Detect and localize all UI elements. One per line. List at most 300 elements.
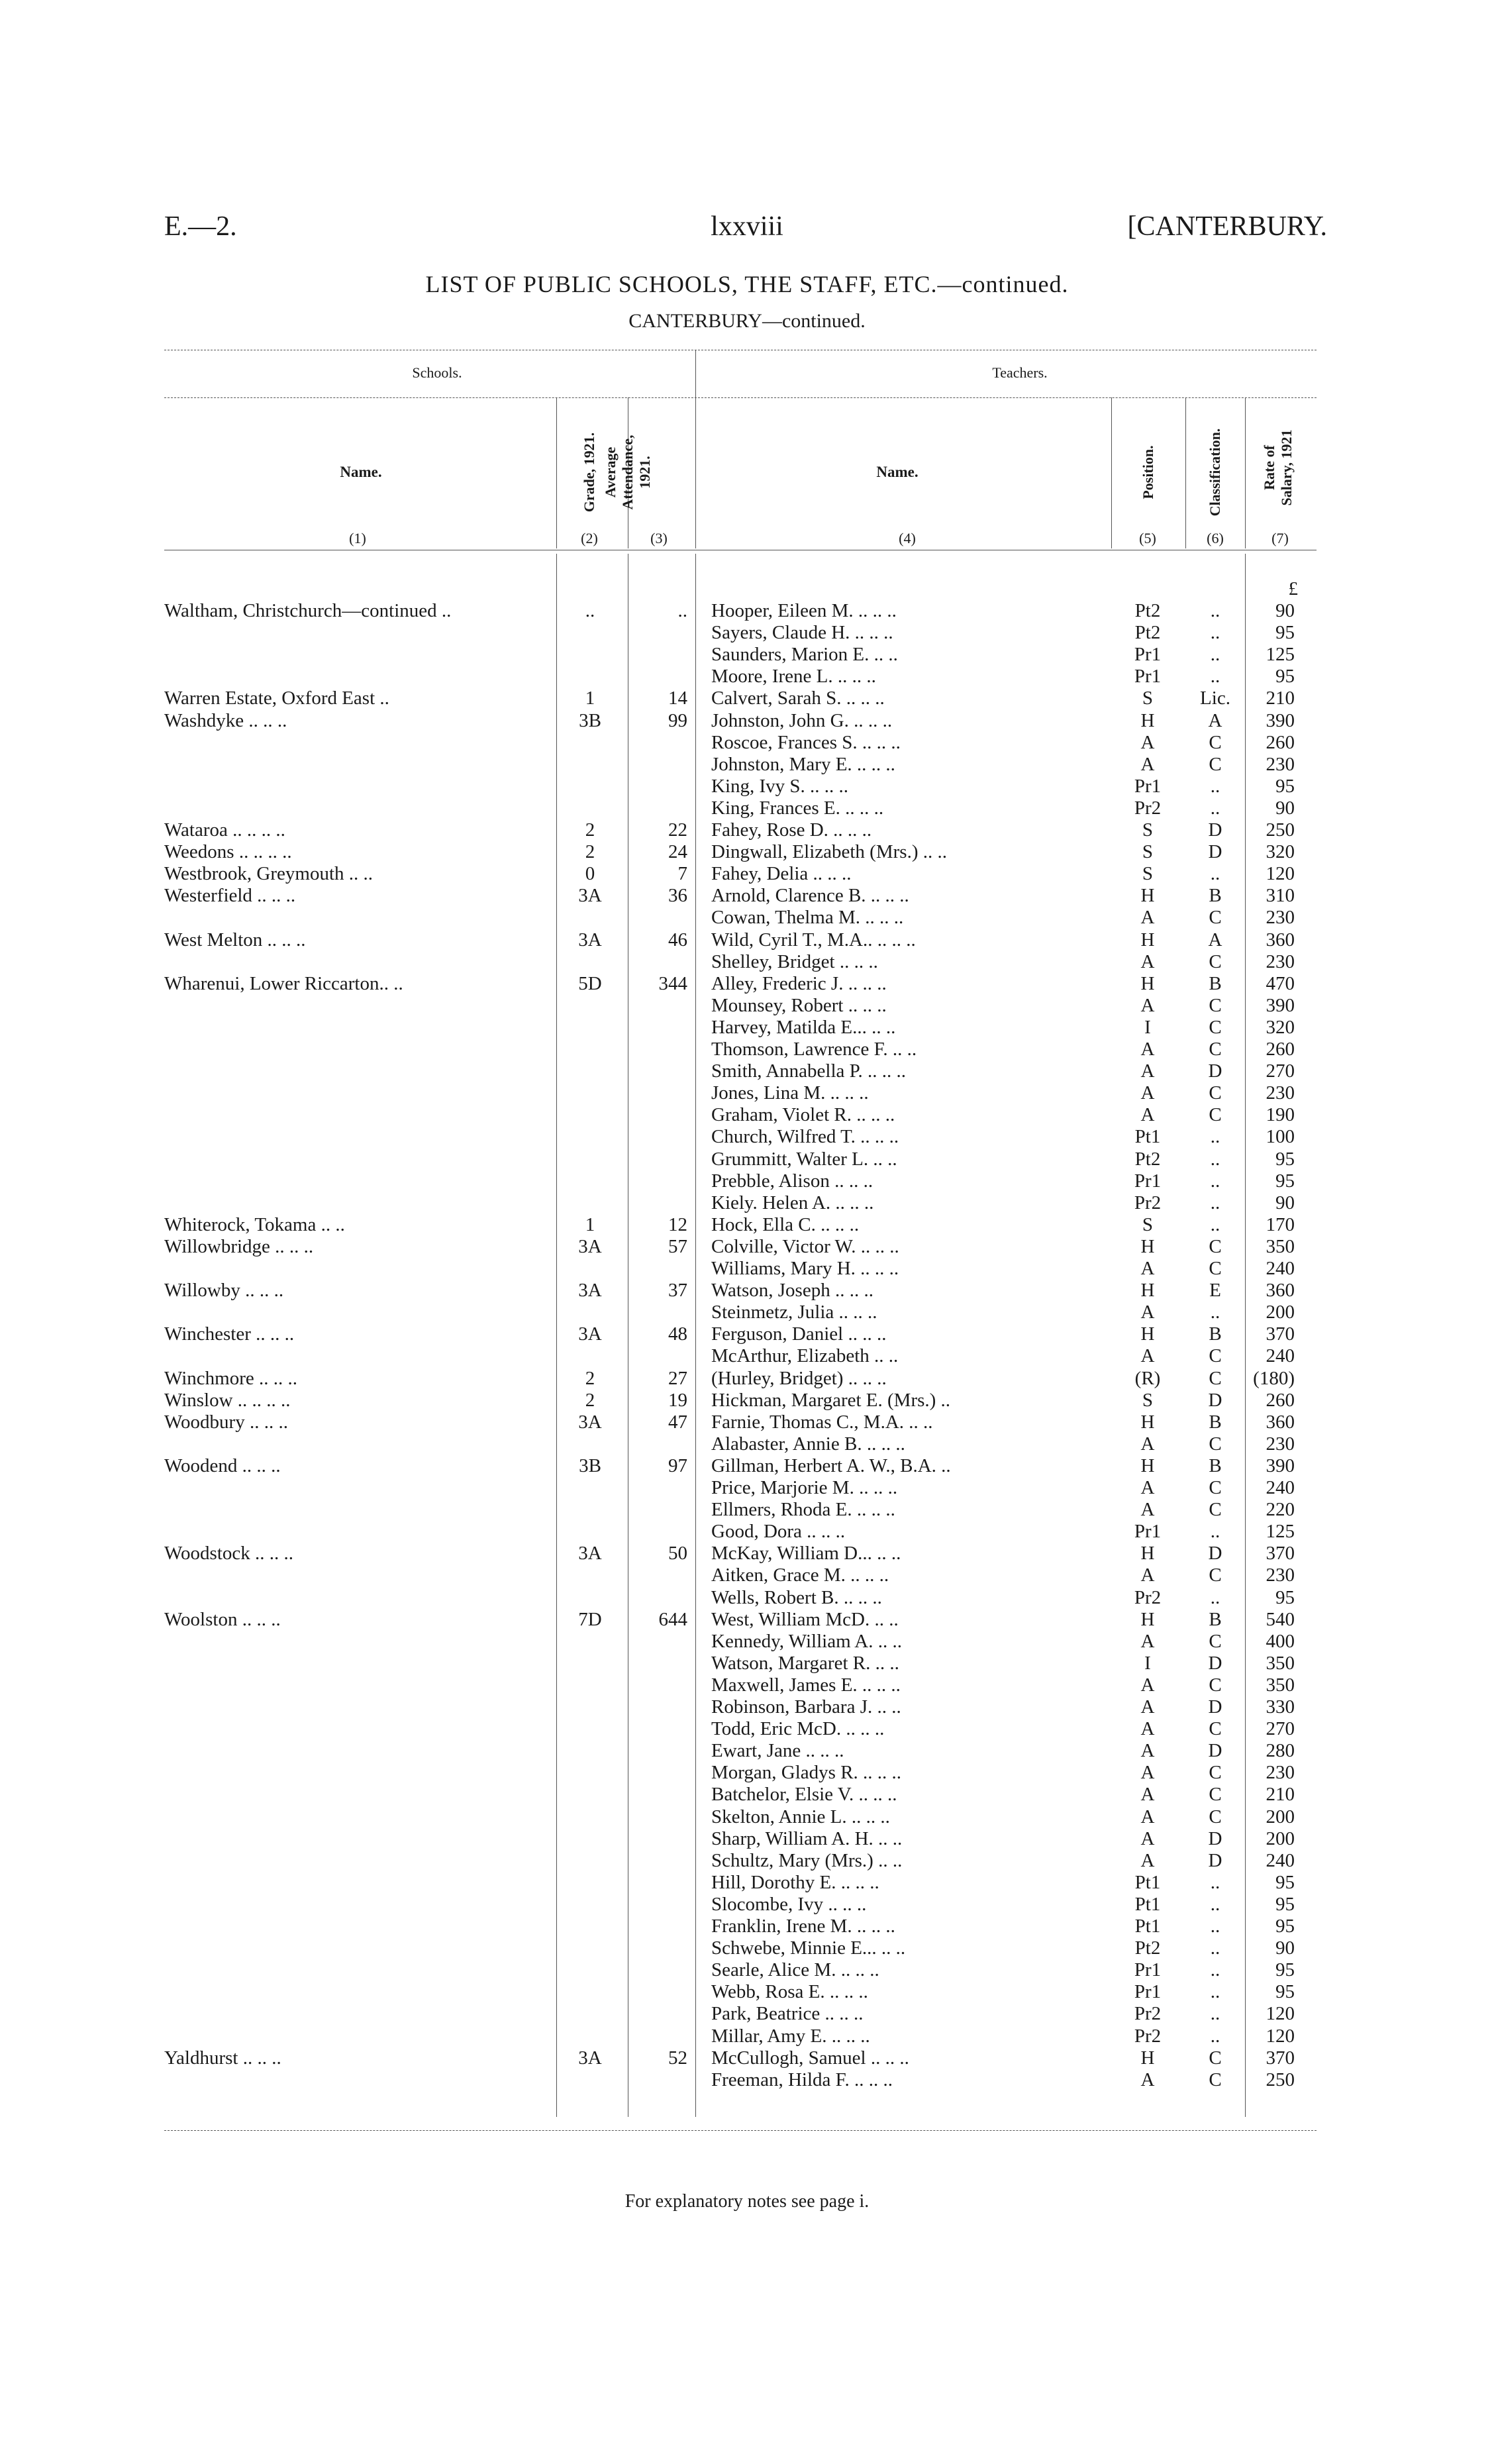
teacher-name-cell: Fahey, Rose D. .. .. .. [711, 819, 872, 841]
classification-cell: .. [1210, 1192, 1220, 1213]
table-row [0, 1784, 1494, 1806]
school-name-cell: Washdyke .. .. .. [164, 709, 287, 731]
attendance-cell: 37 [668, 1280, 687, 1302]
table-row [0, 929, 1494, 951]
table-row [0, 1762, 1494, 1784]
teacher-name-cell: Jones, Lina M. .. .. .. [711, 1082, 869, 1104]
teacher-name-cell: Hock, Ella C. .. .. .. [711, 1213, 860, 1235]
school-name-cell: Woodbury .. .. .. [164, 1411, 288, 1433]
classification-cell: C [1209, 1477, 1222, 1498]
classification-cell: C [1209, 2047, 1222, 2069]
table-row [0, 1039, 1494, 1060]
teacher-name-cell: Hickman, Margaret E. (Mrs.) .. [711, 1389, 951, 1411]
attendance-cell: 12 [668, 1213, 687, 1235]
salary-cell: 390 [1266, 994, 1295, 1016]
position-cell: H [1140, 709, 1155, 731]
salary-cell: 350 [1266, 1652, 1295, 1674]
position-cell: H [1140, 1280, 1155, 1302]
teachers-group-header: Teachers. [992, 364, 1048, 381]
salary-cell: 240 [1266, 1849, 1295, 1871]
salary-cell: 100 [1266, 1126, 1295, 1148]
grade-cell: 3A [578, 1323, 602, 1345]
table-row [0, 1170, 1494, 1192]
salary-cell: 190 [1266, 1104, 1295, 1126]
teacher-name-cell: Robinson, Barbara J. .. .. [711, 1696, 901, 1718]
salary-cell: 95 [1275, 775, 1295, 797]
classification-header: Classification. [1207, 428, 1223, 517]
teacher-name-cell: Gillman, Herbert A. W., B.A. .. [711, 1455, 951, 1476]
table-row [0, 885, 1494, 907]
position-cell: I [1144, 1016, 1151, 1038]
classification-cell: .. [1210, 1893, 1220, 1915]
school-name-cell: Warren Estate, Oxford East .. [164, 688, 389, 709]
table-row [0, 1740, 1494, 1762]
teacher-name-cell: Kennedy, William A. .. .. [711, 1630, 902, 1652]
teacher-name-cell: Watson, Joseph .. .. .. [711, 1280, 873, 1302]
school-name-cell: Whiterock, Tokama .. .. [164, 1213, 345, 1235]
position-cell: S [1142, 841, 1154, 863]
school-name-cell: Weedons .. .. .. .. [164, 841, 292, 863]
classification-cell: .. [1210, 1521, 1220, 1543]
classification-cell: C [1209, 950, 1222, 972]
position-cell: A [1140, 1104, 1155, 1126]
position-cell: Pr2 [1134, 2003, 1162, 2025]
grade-cell: 3A [578, 1411, 602, 1433]
table-row [0, 2047, 1494, 2069]
teacher-name-cell: West, William McD. .. .. [711, 1608, 899, 1630]
grade-cell: 3A [578, 2047, 602, 2069]
position-cell: A [1140, 1433, 1155, 1455]
table-row [0, 1674, 1494, 1696]
teacher-name-cell: Aitken, Grace M. .. .. .. [711, 1565, 889, 1586]
salary-cell: 370 [1266, 1323, 1295, 1345]
attendance-cell: .. [677, 600, 687, 621]
table-row [0, 1565, 1494, 1586]
table-row [0, 1368, 1494, 1390]
salary-cell: 260 [1266, 1389, 1295, 1411]
classification-cell: C [1209, 1784, 1222, 1806]
teacher-name-cell: Webb, Rosa E. .. .. .. [711, 1981, 868, 2003]
salary-cell: 360 [1266, 929, 1295, 950]
table-row [0, 1850, 1494, 1872]
school-name-cell: Woodend .. .. .. [164, 1455, 281, 1476]
teacher-name-cell: Prebble, Alison .. .. .. [711, 1170, 873, 1192]
teacher-name-cell: Park, Beatrice .. .. .. [711, 2003, 864, 2025]
classification-cell: C [1209, 1235, 1222, 1257]
school-name-cell: Willowby .. .. .. [164, 1280, 284, 1302]
table-row [0, 1455, 1494, 1477]
attendance-header: Average Attendance, 1921. [602, 435, 653, 510]
position-cell: S [1142, 1213, 1154, 1235]
position-cell: A [1140, 1499, 1155, 1521]
position-cell: A [1140, 731, 1155, 753]
position-cell: Pr1 [1134, 1981, 1162, 2003]
classification-cell: B [1209, 885, 1222, 907]
teacher-name-cell: Harvey, Matilda E... .. .. [711, 1016, 896, 1038]
position-cell: A [1140, 1039, 1155, 1060]
grade-cell: 3A [578, 885, 602, 907]
attendance-cell: 27 [668, 1367, 687, 1389]
grade-cell: 2 [585, 819, 595, 841]
classification-cell: D [1208, 1543, 1222, 1565]
classification-cell: A [1208, 929, 1222, 950]
position-cell: S [1142, 1389, 1154, 1411]
teacher-name-cell: Todd, Eric McD. .. .. .. [711, 1718, 885, 1740]
table-row [0, 1345, 1494, 1367]
table-row [0, 1806, 1494, 1828]
grade-cell: .. [585, 600, 595, 621]
teacher-name-cell: Roscoe, Frances S. .. .. .. [711, 731, 901, 753]
salary-cell: 370 [1266, 2047, 1295, 2069]
salary-cell: 390 [1266, 1455, 1295, 1476]
position-cell: A [1140, 2069, 1155, 2090]
attendance-cell: 344 [658, 972, 687, 994]
classification-cell: D [1208, 1652, 1222, 1674]
table-row [0, 819, 1494, 841]
page-number: lxxviii [711, 211, 783, 242]
position-cell: Pr1 [1134, 775, 1162, 797]
position-cell: Pt1 [1134, 1871, 1161, 1893]
table-row [0, 1280, 1494, 1302]
table-row [0, 907, 1494, 929]
table-row [0, 1412, 1494, 1433]
grade-cell: 1 [585, 688, 595, 709]
position-cell: A [1140, 753, 1155, 775]
teacher-name-cell: Skelton, Annie L. .. .. .. [711, 1806, 890, 1827]
classification-cell: .. [1210, 1937, 1220, 1959]
table-row [0, 1258, 1494, 1280]
table-row [0, 1959, 1494, 1981]
table-row [0, 1060, 1494, 1082]
salary-cell: 230 [1266, 950, 1295, 972]
salary-cell: 360 [1266, 1280, 1295, 1302]
position-cell: H [1140, 972, 1155, 994]
attendance-cell: 644 [658, 1608, 687, 1630]
table-row [0, 622, 1494, 644]
table-row [0, 1696, 1494, 1718]
school-name-cell: Winslow .. .. .. .. [164, 1389, 291, 1411]
position-cell: A [1140, 1060, 1155, 1082]
salary-cell: 95 [1275, 1148, 1295, 1170]
teacher-name-cell: Johnston, John G. .. .. .. [711, 709, 893, 731]
table-row [0, 688, 1494, 709]
position-cell: H [1140, 885, 1155, 907]
position-cell: A [1140, 1718, 1155, 1740]
position-cell: Pr2 [1134, 2025, 1162, 2047]
table-row [0, 951, 1494, 973]
attendance-cell: 47 [668, 1411, 687, 1433]
salary-cell: 230 [1266, 1565, 1295, 1586]
attendance-cell: 22 [668, 819, 687, 841]
salary-cell: 95 [1275, 1586, 1295, 1608]
classification-cell: C [1209, 731, 1222, 753]
table-row [0, 2026, 1494, 2047]
teacher-name-cell: Calvert, Sarah S. .. .. .. [711, 688, 885, 709]
school-name-cell: Winchmore .. .. .. [164, 1367, 297, 1389]
teacher-name-cell: Smith, Annabella P. .. .. .. [711, 1060, 907, 1082]
salary-cell: 220 [1266, 1499, 1295, 1521]
teacher-name-cell: Ellmers, Rhoda E. .. .. .. [711, 1499, 895, 1521]
classification-cell: C [1209, 2069, 1222, 2090]
salary-cell: 95 [1275, 1959, 1295, 1981]
classification-cell: C [1209, 1104, 1222, 1126]
table-row [0, 1149, 1494, 1170]
classification-cell: C [1209, 753, 1222, 775]
table-row [0, 1894, 1494, 1916]
classification-cell: C [1209, 1565, 1222, 1586]
teacher-name-cell: Farnie, Thomas C., M.A. .. .. [711, 1411, 933, 1433]
grade-cell: 1 [585, 1213, 595, 1235]
table-row [0, 1017, 1494, 1039]
col-num-6: (6) [1207, 530, 1224, 546]
table-row [0, 2003, 1494, 2025]
teacher-name-cell: Dingwall, Elizabeth (Mrs.) .. .. [711, 841, 947, 863]
teacher-name-cell: Mounsey, Robert .. .. .. [711, 994, 887, 1016]
salary-cell: 95 [1275, 1170, 1295, 1192]
salary-cell: 350 [1266, 1674, 1295, 1696]
teacher-name-cell: Ferguson, Daniel .. .. .. [711, 1323, 887, 1345]
teacher-name-cell: King, Ivy S. .. .. .. [711, 775, 849, 797]
salary-cell: 260 [1266, 1039, 1295, 1060]
teacher-name-cell: Sharp, William A. H. .. .. [711, 1827, 903, 1849]
salary-cell: 240 [1266, 1345, 1295, 1367]
classification-cell: D [1208, 841, 1222, 863]
position-cell: A [1140, 1806, 1155, 1827]
salary-cell: 210 [1266, 1784, 1295, 1806]
teacher-name-header: Name. [876, 464, 919, 480]
teacher-name-cell: McArthur, Elizabeth .. .. [711, 1345, 899, 1367]
salary-cell: 95 [1275, 666, 1295, 688]
position-cell: Pt1 [1134, 1893, 1161, 1915]
position-cell: H [1140, 1411, 1155, 1433]
classification-cell: A [1208, 709, 1222, 731]
classification-cell: .. [1210, 666, 1220, 688]
school-name-cell: West Melton .. .. .. [164, 929, 306, 950]
teacher-name-cell: Slocombe, Ivy .. .. .. [711, 1893, 867, 1915]
classification-cell: C [1209, 1499, 1222, 1521]
classification-cell: .. [1210, 1170, 1220, 1192]
salary-cell: 400 [1266, 1630, 1295, 1652]
grade-cell: 3A [578, 1235, 602, 1257]
table-row [0, 797, 1494, 819]
position-cell: Pr2 [1134, 1192, 1162, 1213]
salary-cell: 95 [1275, 1893, 1295, 1915]
teacher-name-cell: Morgan, Gladys R. .. .. .. [711, 1762, 902, 1784]
table-row [0, 1302, 1494, 1323]
classification-cell: .. [1210, 644, 1220, 666]
teacher-name-cell: Maxwell, James E. .. .. .. [711, 1674, 901, 1696]
teacher-name-cell: McCullogh, Samuel .. .. .. [711, 2047, 909, 2069]
salary-cell: 125 [1266, 1521, 1295, 1543]
classification-cell: D [1208, 1389, 1222, 1411]
teacher-name-cell: Hooper, Eileen M. .. .. .. [711, 600, 897, 621]
teacher-name-cell: (Hurley, Bridget) .. .. .. [711, 1367, 887, 1389]
col-num-2: (2) [581, 530, 598, 546]
salary-cell: 230 [1266, 753, 1295, 775]
position-cell: I [1144, 1652, 1151, 1674]
teacher-name-cell: Schultz, Mary (Mrs.) .. .. [711, 1849, 903, 1871]
teacher-name-cell: Alabaster, Annie B. .. .. .. [711, 1433, 905, 1455]
position-cell: S [1142, 819, 1154, 841]
classification-cell: C [1209, 1039, 1222, 1060]
table-row [0, 1477, 1494, 1499]
table-row [0, 1521, 1494, 1543]
classification-cell: D [1208, 1740, 1222, 1762]
classification-cell: C [1209, 1630, 1222, 1652]
salary-cell: 230 [1266, 1433, 1295, 1455]
salary-cell: 120 [1266, 863, 1295, 885]
page-title: LIST OF PUBLIC SCHOOLS, THE STAFF, ETC.—continued. [425, 271, 1069, 297]
teacher-name-cell: Saunders, Marion E. .. .. [711, 644, 898, 666]
teacher-name-cell: Thomson, Lawrence F. .. .. [711, 1039, 917, 1060]
classification-cell: D [1208, 1849, 1222, 1871]
position-cell: A [1140, 1827, 1155, 1849]
position-cell: A [1140, 1762, 1155, 1784]
school-name-cell: Waltham, Christchurch—continued .. [164, 600, 452, 621]
salary-cell: 120 [1266, 2003, 1295, 2025]
classification-cell: C [1209, 1082, 1222, 1104]
school-name-cell: Woodstock .. .. .. [164, 1543, 294, 1565]
attendance-cell: 48 [668, 1323, 687, 1345]
classification-cell: .. [1210, 1148, 1220, 1170]
position-cell: Pr2 [1134, 797, 1162, 819]
teacher-name-cell: Kiely. Helen A. .. .. .. [711, 1192, 874, 1213]
grade-cell: 3B [579, 709, 601, 731]
grade-header: Grade, 1921. [581, 432, 597, 513]
salary-cell: 90 [1275, 600, 1295, 621]
salary-cell: 230 [1266, 907, 1295, 929]
table-row [0, 1390, 1494, 1412]
salary-cell: 125 [1266, 644, 1295, 666]
salary-cell: 95 [1275, 622, 1295, 644]
teacher-name-cell: Wild, Cyril T., M.A.. .. .. .. [711, 929, 916, 950]
table-row [0, 732, 1494, 754]
salary-cell: 90 [1275, 1937, 1295, 1959]
table-row [0, 776, 1494, 797]
classification-cell: .. [1210, 1959, 1220, 1981]
teacher-name-cell: Steinmetz, Julia .. .. .. [711, 1302, 877, 1323]
position-cell: A [1140, 1082, 1155, 1104]
classification-cell: .. [1210, 2003, 1220, 2025]
position-cell: (R) [1134, 1367, 1161, 1389]
position-cell: H [1140, 1608, 1155, 1630]
teacher-name-cell: King, Frances E. .. .. .. [711, 797, 884, 819]
grade-cell: 3A [578, 929, 602, 950]
position-cell: A [1140, 907, 1155, 929]
grade-cell: 3A [578, 1543, 602, 1565]
classification-cell: B [1209, 1455, 1222, 1476]
classification-cell: C [1209, 1806, 1222, 1827]
position-cell: A [1140, 1696, 1155, 1718]
position-cell: H [1140, 1455, 1155, 1476]
position-cell: A [1140, 1740, 1155, 1762]
table-row [0, 995, 1494, 1017]
classification-cell: C [1209, 1762, 1222, 1784]
teacher-name-cell: Graham, Violet R. .. .. .. [711, 1104, 895, 1126]
table-row [0, 1236, 1494, 1258]
table-row [0, 1543, 1494, 1565]
classification-cell: D [1208, 1060, 1222, 1082]
col-num-5: (5) [1139, 530, 1156, 546]
school-name-cell: Woolston .. .. .. [164, 1608, 281, 1630]
position-cell: Pt2 [1134, 1937, 1161, 1959]
salary-cell: 310 [1266, 885, 1295, 907]
salary-cell: 200 [1266, 1302, 1295, 1323]
col-num-3: (3) [650, 530, 668, 546]
attendance-cell: 97 [668, 1455, 687, 1476]
classification-cell: .. [1210, 1302, 1220, 1323]
table-row [0, 754, 1494, 776]
position-cell: Pt2 [1134, 1148, 1161, 1170]
classification-cell: C [1209, 1718, 1222, 1740]
teacher-name-cell: Wells, Robert B. .. .. .. [711, 1586, 882, 1608]
attendance-cell: 52 [668, 2047, 687, 2069]
footer-note: For explanatory notes see page i. [624, 2191, 870, 2212]
position-cell: A [1140, 1784, 1155, 1806]
table-row [0, 973, 1494, 995]
classification-cell: .. [1210, 775, 1220, 797]
table-row [0, 600, 1494, 622]
school-name-cell: Willowbridge .. .. .. [164, 1235, 314, 1257]
salary-cell: 470 [1266, 972, 1295, 994]
table-row [0, 1082, 1494, 1104]
grade-cell: 2 [585, 1367, 595, 1389]
table-row [0, 1126, 1494, 1148]
salary-cell: 95 [1275, 1981, 1295, 2003]
salary-cell: 230 [1266, 1762, 1295, 1784]
position-cell: H [1140, 1543, 1155, 1565]
salary-cell: 240 [1266, 1258, 1295, 1279]
teacher-name-cell: Alley, Frederic J. .. .. .. [711, 972, 887, 994]
classification-cell: .. [1210, 1586, 1220, 1608]
classification-cell: .. [1210, 600, 1220, 621]
position-cell: Pt2 [1134, 622, 1161, 644]
position-cell: A [1140, 994, 1155, 1016]
table-row [0, 1718, 1494, 1740]
teacher-name-cell: Johnston, Mary E. .. .. .. [711, 753, 895, 775]
salary-cell: 330 [1266, 1696, 1295, 1718]
teacher-name-cell: Good, Dora .. .. .. [711, 1521, 846, 1543]
salary-cell: 90 [1275, 1192, 1295, 1213]
classification-cell: .. [1210, 1871, 1220, 1893]
classification-cell: .. [1210, 863, 1220, 885]
position-cell: H [1140, 2047, 1155, 2069]
classification-cell: .. [1210, 622, 1220, 644]
teacher-name-cell: Price, Marjorie M. .. .. .. [711, 1477, 898, 1498]
table-row [0, 1981, 1494, 2003]
schools-group-header: Schools. [412, 364, 462, 381]
classification-cell: B [1209, 972, 1222, 994]
teacher-name-cell: Hill, Dorothy E. .. .. .. [711, 1871, 879, 1893]
teacher-name-cell: Shelley, Bridget .. .. .. [711, 950, 878, 972]
salary-cell: 200 [1266, 1806, 1295, 1827]
position-header: Position. [1140, 445, 1156, 499]
table-row [0, 1916, 1494, 1937]
salary-cell: 320 [1266, 841, 1295, 863]
position-cell: H [1140, 1235, 1155, 1257]
teacher-name-cell: Arnold, Clarence B. .. .. .. [711, 885, 909, 907]
position-cell: A [1140, 1258, 1155, 1279]
position-cell: A [1140, 1345, 1155, 1367]
salary-cell: 170 [1266, 1213, 1295, 1235]
table-row [0, 863, 1494, 885]
classification-cell: B [1209, 1411, 1222, 1433]
position-cell: Pr2 [1134, 1586, 1162, 1608]
classification-cell: C [1209, 994, 1222, 1016]
attendance-cell: 24 [668, 841, 687, 863]
position-cell: A [1140, 1565, 1155, 1586]
classification-cell: .. [1210, 797, 1220, 819]
